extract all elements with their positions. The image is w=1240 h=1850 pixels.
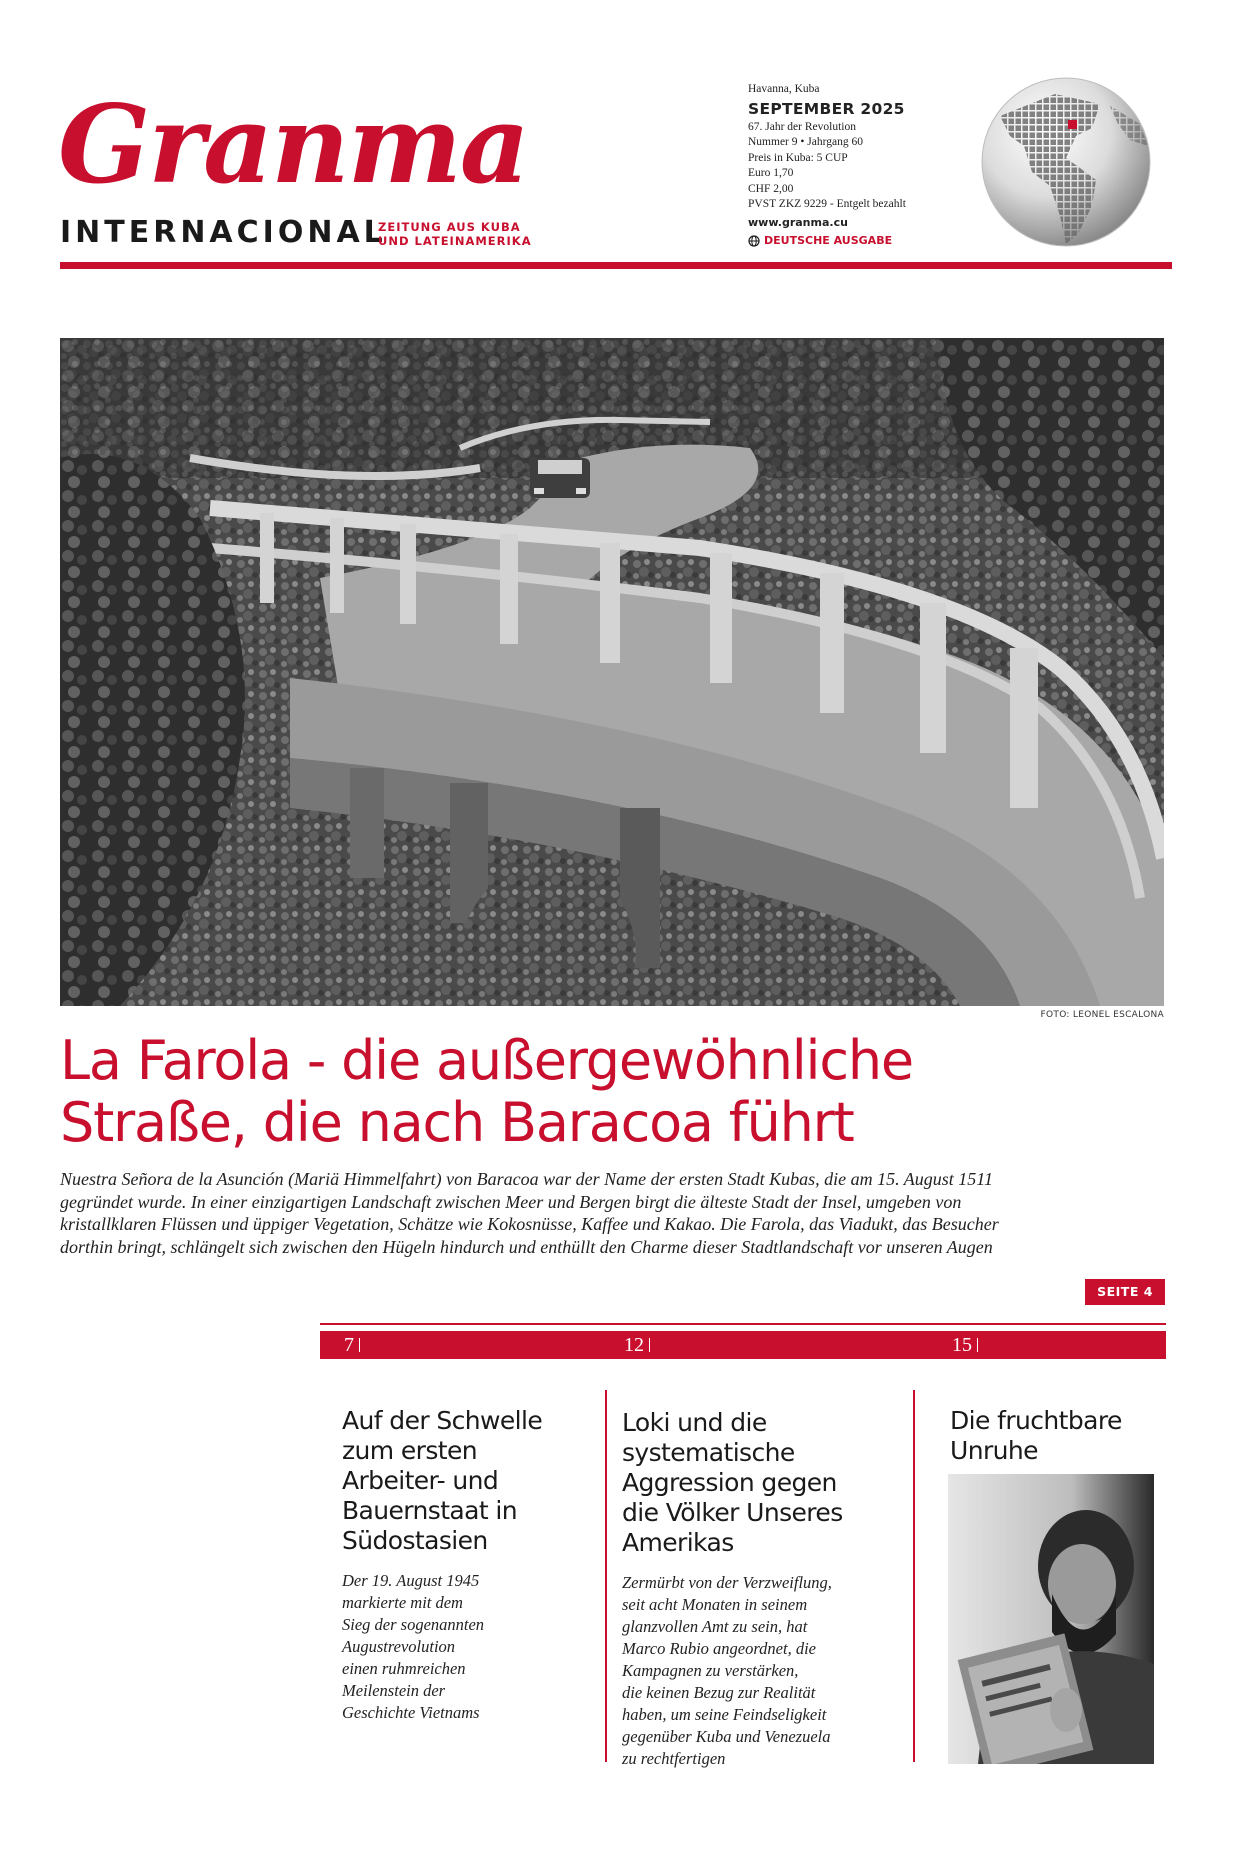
page-reference-button[interactable]: SEITE 4 [1085, 1279, 1165, 1305]
summary-line: Geschichte Vietnams [342, 1703, 480, 1722]
title-line: zum ersten [342, 1436, 477, 1465]
lead-paragraph [60, 1168, 1168, 1258]
page-number-text: 12 [624, 1334, 644, 1356]
lead-line-1: Nuestra Señora de la Asunción (Mariä Himmelfahrt) von Baracoa war der Name der ersten Stadt Kubas, die am 15. August 1511 [60, 1169, 993, 1189]
price-chf: CHF 2,00 [748, 182, 794, 195]
issue-city: Havanna, Kuba [748, 83, 820, 95]
summary-line: Der 19. August 1945 [342, 1571, 480, 1590]
page-number-divider [649, 1338, 650, 1352]
summary-line: Sieg der sogenannten [342, 1615, 485, 1634]
summary-line: Kampagnen zu verstärken, [622, 1661, 799, 1680]
title-line: Arbeiter- und [342, 1466, 499, 1495]
page-number-divider [977, 1338, 978, 1352]
issue-date: SEPTEMBER 2025 [748, 99, 905, 118]
page-number-divider [359, 1338, 360, 1352]
summary-line: seit acht Monaten in seinem [622, 1595, 808, 1614]
bridge-photo-illustration [60, 338, 1164, 1006]
teaser-title [950, 1406, 1165, 1466]
teaser-title [622, 1408, 904, 1558]
title-line: Aggression gegen [622, 1468, 837, 1497]
lead-line-4: dorthin bringt, schlängelt sich zwischen den Hügeln hindurch und enthüllt den Charme dieser Stadtlandschaft vor unseren Augen [60, 1236, 993, 1257]
summary-line: haben, um seine Feindseligkeit [622, 1705, 827, 1724]
globe-small-icon [748, 235, 760, 247]
summary-line: einen ruhmreichen [342, 1659, 466, 1678]
tagline-line-1: ZEITUNG AUS KUBA [378, 220, 521, 234]
teaser-page-number[interactable] [952, 1331, 978, 1359]
lead-line-3: kristallklaren Flüssen und üppiger Vegetation, Schätze wie Kokosnüsse, Kaffee und Kakao. Die Farola, das Viadukt, das Besucher [60, 1214, 999, 1234]
issue-info [748, 82, 963, 249]
title-line: Loki und die [622, 1408, 767, 1437]
teaser-title [342, 1406, 592, 1556]
issue-number: Nummer 9 • Jahrgang 60 [748, 136, 863, 148]
column-divider [913, 1390, 915, 1762]
column-divider [605, 1390, 607, 1762]
price-cuba: Preis in Kuba: 5 CUP [748, 151, 848, 164]
summary-line: glanzvollen Amt zu sein, hat [622, 1617, 808, 1636]
title-line: Unruhe [950, 1436, 1038, 1465]
teaser-page-number[interactable] [344, 1331, 360, 1359]
globe-logo-icon [980, 76, 1152, 248]
masthead-tagline [378, 220, 532, 248]
summary-line: markierte mit dem [342, 1593, 463, 1612]
title-line: Auf der Schwelle [342, 1406, 543, 1435]
title-line: systematische [622, 1438, 795, 1467]
teaser-page-number[interactable] [624, 1331, 650, 1359]
lead-line-2: gegründet wurde. In einer einzigartigen Landschaft zwischen Meer und Bergen birgt die älteste Stadt der Insel, umgeben von [60, 1191, 962, 1212]
teaser-summary [622, 1572, 904, 1770]
edition-label [748, 233, 963, 249]
teaser-page-bar [320, 1331, 1166, 1359]
website-link[interactable]: www.granma.cu [748, 215, 848, 229]
headline-line-1: La Farola - die außergewöhnliche [60, 1029, 913, 1092]
hero-photo[interactable] [60, 338, 1164, 1006]
headline-line-2: Straße, die nach Baracoa führt [60, 1091, 854, 1154]
lead-headline[interactable] [60, 1030, 1170, 1154]
title-line: Amerikas [622, 1528, 734, 1557]
page-number-text: 15 [952, 1334, 972, 1356]
title-line: Südostasien [342, 1526, 488, 1555]
summary-line: zu rechtfertigen [622, 1749, 726, 1768]
teaser-article-2[interactable] [622, 1408, 904, 1770]
title-line: die Völker Unseres [622, 1498, 843, 1527]
issue-year: 67. Jahr der Revolution [748, 120, 856, 133]
summary-line: gegenüber Kuba und Venezuela [622, 1727, 831, 1746]
tagline-line-2: UND LATEINAMERIKA [378, 234, 532, 248]
masthead-subtitle: INTERNACIONAL [60, 215, 387, 250]
price-euro: Euro 1,70 [748, 167, 794, 179]
edition-text: DEUTSCHE AUSGABE [764, 234, 893, 247]
masthead-rule [60, 262, 1172, 269]
summary-line: Meilenstein der [342, 1681, 446, 1700]
title-line: Bauernstaat in [342, 1496, 517, 1525]
teaser-top-rule [320, 1323, 1166, 1325]
summary-line: Marco Rubio angeordnet, die [622, 1639, 816, 1658]
title-line: Die fruchtbare [950, 1406, 1122, 1435]
teaser-3-photo[interactable] [948, 1474, 1154, 1764]
page-number-text: 7 [344, 1334, 354, 1356]
postal-info: PVST ZKZ 9229 - Entgelt bezahlt [748, 198, 906, 210]
summary-line: Zermürbt von der Verzweiflung, [622, 1573, 832, 1592]
summary-line: die keinen Bezug zur Realität [622, 1683, 816, 1702]
reading-man-photo-illustration [948, 1474, 1154, 1764]
masthead-logo[interactable]: Granma [58, 82, 528, 208]
teaser-article-3[interactable] [950, 1406, 1165, 1466]
teaser-article-1[interactable] [342, 1406, 592, 1724]
photo-credit: FOTO: LEONEL ESCALONA [1040, 1010, 1164, 1020]
summary-line: Augustrevolution [342, 1637, 456, 1656]
teaser-summary [342, 1570, 592, 1724]
